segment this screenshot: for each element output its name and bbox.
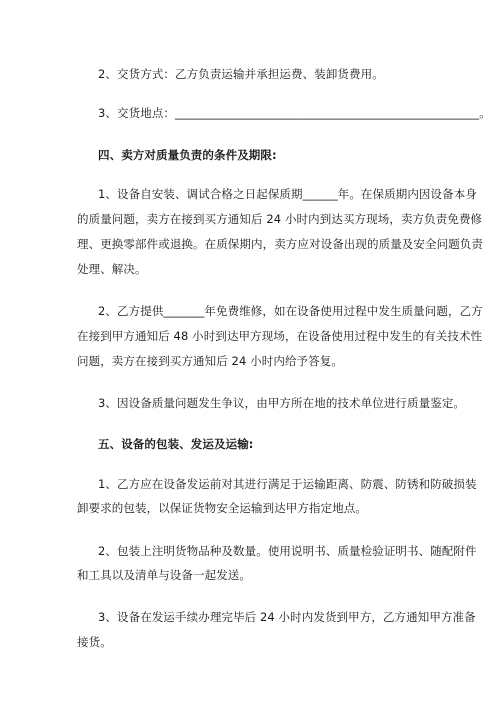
- paragraph-line: 问题，卖方在接到买方通知后 24 小时内给予答复。: [77, 354, 343, 368]
- paragraph-line: 2、乙方提供_______年免费维修，如在设备使用过程中发生质量问题，乙方: [98, 304, 483, 318]
- paragraph-line: 3、因设备质量问题发生争议，由甲方所在地的技术单位进行质量鉴定。: [98, 396, 466, 410]
- paragraph-line: 理、更换零部件或退换。在质保期内，卖方应对设备出现的质量及安全问题负责: [77, 237, 483, 251]
- delivery-method-line: 2、交货方式：乙方负责运输并承担运费、装卸货费用。: [98, 67, 384, 81]
- paragraph-line: 1、乙方应在设备发运前对其进行满足于运输距离、防震、防锈和防破损装: [98, 477, 477, 491]
- paragraph-line: 2、包装上注明货物品种及数量。使用说明书、质量检验证明书、随配附件: [98, 544, 477, 558]
- paragraph-line: 接货。: [77, 635, 112, 649]
- paragraph-line: 处理、解决。: [77, 262, 147, 276]
- paragraph-line: 3、设备在发运手续办理完毕后 24 小时内发货到甲方，乙方通知甲方准备: [98, 610, 476, 624]
- paragraph-line: 1、设备自安装、调试合格之日起保质期______年。在保质期内因设备本身: [98, 187, 477, 201]
- paragraph-line: 和工具以及清单与设备一起发送。: [77, 568, 251, 582]
- paragraph-line: 卸要求的包装，以保证货物安全运输到达甲方指定地点。: [77, 501, 367, 515]
- paragraph-line: 在接到甲方通知后 48 小时到达甲方现场，在设备使用过程中发生的有关技术性: [77, 329, 483, 343]
- delivery-place-line: 3、交货地点：____________________________________________________。: [98, 106, 491, 120]
- section-4-heading: 四、卖方对质量负责的条件及期限:: [98, 148, 277, 162]
- section-5-heading: 五、设备的包装、发运及运输:: [98, 437, 254, 451]
- paragraph-line: 的质量问题，卖方在接到买方通知后 24 小时内到达买方现场，卖方负责免费修: [77, 212, 483, 226]
